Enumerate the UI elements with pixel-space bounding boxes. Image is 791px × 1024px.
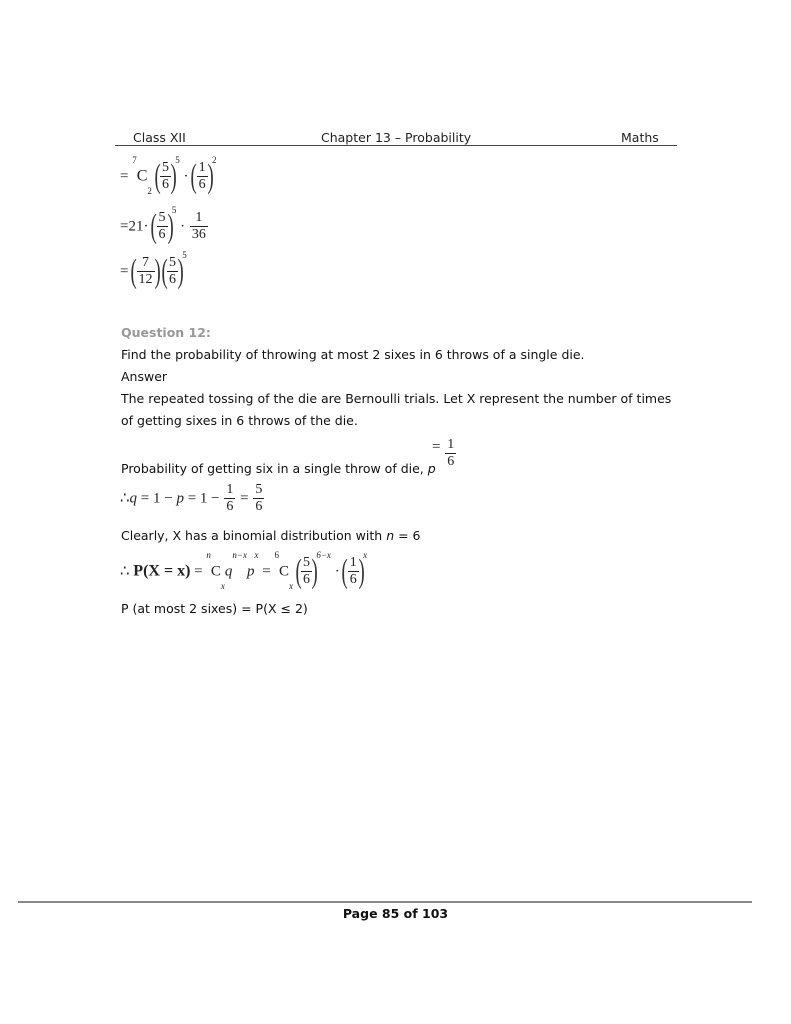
final-statement: P (at most 2 sixes) = P(X ≤ 2) [121, 601, 308, 616]
probability-statement: Probability of getting six in a single throw of die, p [121, 461, 436, 476]
answer-paragraph-line-1: The repeated tossing of the die are Bernoulli trials. Let X represent the number of times [121, 391, 672, 406]
pmf-equation: ∴ $P(X = x) = ^nCxq^{n-x}p^x = ^6Cx$ ( $\frac{5}{6}$ )$^{6-x}$ · ( $\frac{1}{6}$ )$^x$ [120, 550, 368, 591]
answer-paragraph-line-2: of getting sixes in 6 throws of the die. [121, 413, 358, 428]
page-number: Page 85 of 103 [342, 906, 449, 921]
probability-value: = $\frac{1}{6}$ [432, 437, 455, 469]
equation-line-2: =21· ( $\frac{5}{6}$ )$^5$ · $\frac{1}{36}$ [120, 205, 206, 245]
q-equation: ∴q = 1 − p = 1 − $\frac{1}{6}$ = $\frac{5}{6}$ [120, 482, 263, 514]
question-label: Question 12: [121, 325, 211, 340]
header-rule [115, 145, 677, 146]
header-class: Class XII [133, 130, 186, 145]
equation-line-3: = ( $\frac{7}{12}$ ) ( $\frac{5}{6}$ )$^5$ [120, 250, 187, 290]
footer-rule [18, 901, 752, 903]
header-chapter: Chapter 13 – Probability [321, 130, 472, 145]
header-subject: Maths [621, 130, 659, 145]
answer-label: Answer [121, 369, 168, 384]
binomial-statement: Clearly, X has a binomial distribution with n = 6 [121, 528, 421, 543]
question-text: Find the probability of throwing at most 2 sixes in 6 throws of a single die. [121, 347, 585, 362]
equation-line-1: = $^7$C2 ( $\frac{5}{6}$ )$^5$ · ( $\frac{1}{6}$ )$^2$ [120, 155, 217, 196]
